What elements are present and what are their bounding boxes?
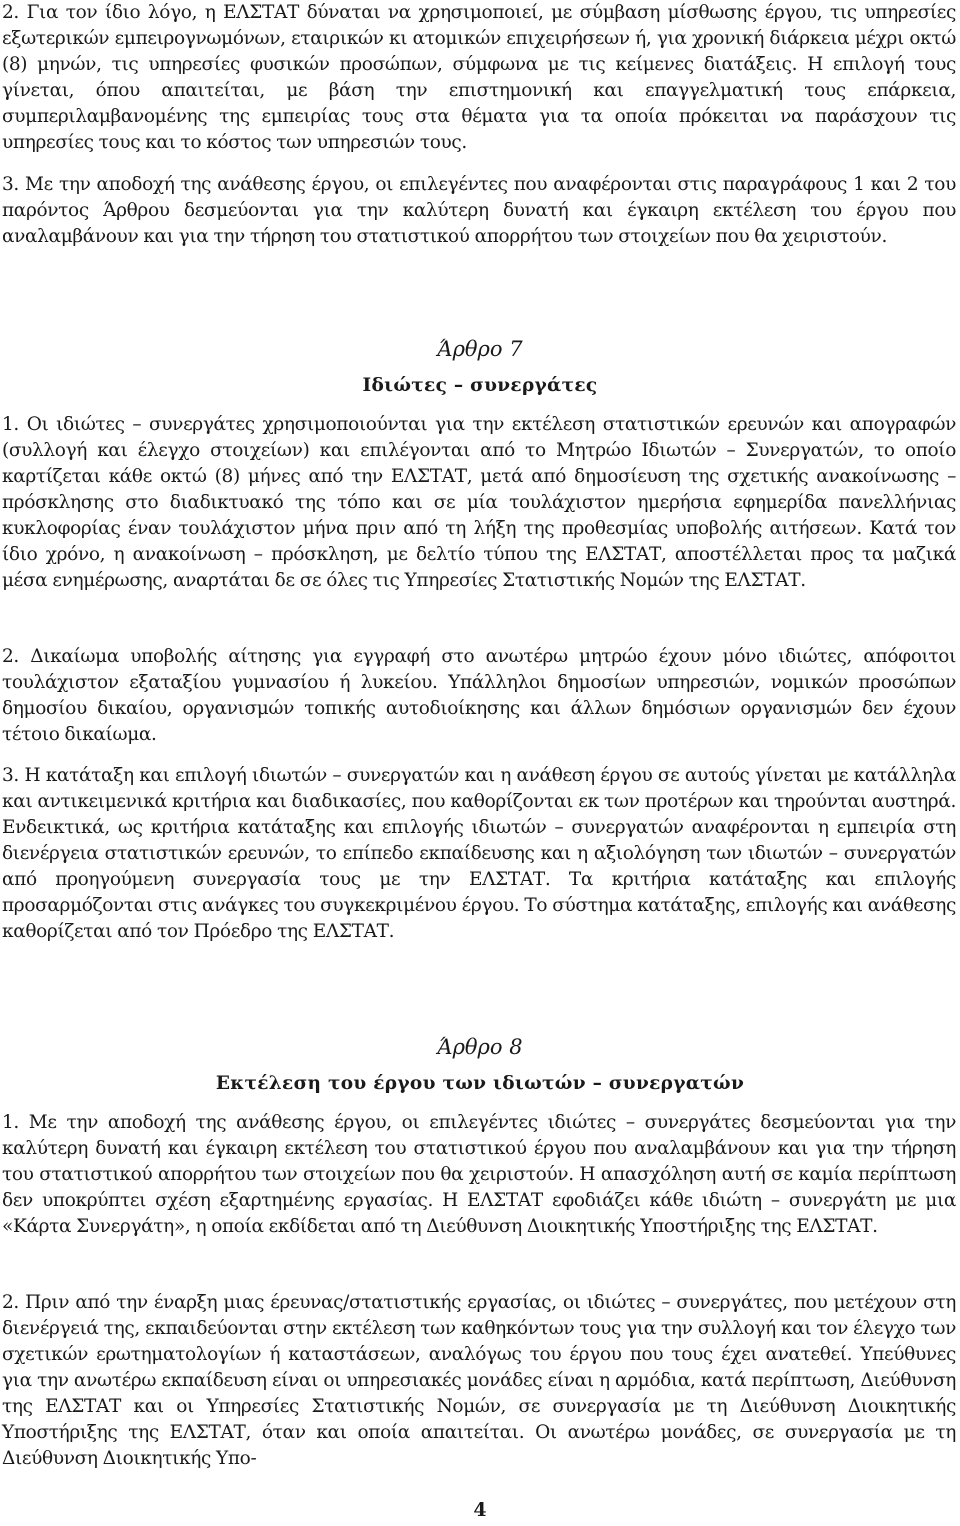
paragraph-art8-2: 2. Πριν από την έναρξη μιας έρευνας/στατιστικής εργασίας, οι ιδιώτες – συνεργάτες, που μετέχουν στη διενέργειά της, εκπαιδεύονται στην εκτέλεση των καθηκόντων τους για την συλλογή και τον έλεγχο των σχετικών ερωτηματολογίων ή καταστάσεων, αναλόγως του έργου που τους έχει ανατεθεί. Υπεύθυνες για την ανωτέρω εκπαίδευση είναι οι υπηρεσιακές μονάδες είναι η αρμόδια, κατά περίπτωση, Διεύθυνση της ΕΛΣΤΑΤ και οι Υπηρεσίες Στατιστικής Νομών, σε συνεργασία με τη Διεύθυνση Διοικητικής Υποστήριξης της ΕΛΣΤΑΤ, όταν και οπoία απαιτείται. Οι ανωτέρω μονάδες, σε συνεργασία με τη Διεύθυνση Διοικητικής Υπο- <box>2 1292 956 1469</box>
article-8-number: Άρθρο 8 <box>437 1035 523 1059</box>
article-7-title: Ιδιώτες – συνεργάτες <box>362 375 598 396</box>
paragraph-art7-2: 2. Δικαίωμα υποβολής αίτησης για εγγραφή στο ανωτέρω μητρώο έχουν μόνο ιδιώτες, απόφοιτοι τουλάχιστον εξαταξίου γυμνασίου ή λυκείου. Υπάλληλοι δημοσίων υπηρεσιών, νομικών προσώπων δημοσίου δικαίου, οργανισμών τοπικής αυτοδιοίκησης και άλλων δημόσιων οργανισμών δεν έχουν τέτοιο δικαίωμα. <box>2 646 956 745</box>
paragraph-art6-2: 2. Για τον ίδιο λόγο, η ΕΛΣΤΑΤ δύναται να χρησιμοποιεί, με σύμβαση μίσθωσης έργου, τις υπηρεσίες εξωτερικών εμπειρογνωμόνων, εταιρικών κι ατομικών επιχειρήσεων ή, για χρονική διάρκεια μέχρι οκτώ (8) μηνών, τις υπηρεσίες φυσικών προσώπων, σύμφωνα με τις κείμενες διατάξεις. Η επιλογή τους γίνεται, όπου απαιτείται, με βάση την επιστημονική και επαγγελματική τους επάρκεια, συμπεριλαμβανομένης της εμπειρίας τους στα θέματα για τα οποία πρόκειται να παράσχουν τις υπηρεσίες τους και το κόστος των υπηρεσιών τους. <box>2 2 956 153</box>
article-8-title: Εκτέλεση του έργου των ιδιωτών – συνεργατών <box>215 1073 745 1094</box>
paragraph-art8-1: 1. Με την αποδοχή της ανάθεσης έργου, οι επιλεγέντες ιδιώτες – συνεργάτες δεσμεύονται για την καλύτερη δυνατή και έγκαιρη εκτέλεση του στατιστικού έργου που αναλαμβάνουν και για την τήρηση του στατιστικού απορρήτου των στοιχείων που θα χειριστούν. Η απασχόληση αυτή σε καμία περίπτωση δεν υποκρύπτει σχέση εξαρτημένης εργασίας. Η ΕΛΣΤΑΤ εφοδιάζει κάθε ιδιώτη – συνεργάτη με μια «Κάρτα Συνεργάτη», η οποία εκδίδεται από τη Διεύθυνση Διοικητικής Υποστήριξης της ΕΛΣΤΑΤ. <box>2 1112 956 1237</box>
paragraph-art7-1: 1. Οι ιδιώτες – συνεργάτες χρησιμοποιούνται για την εκτέλεση στατιστικών ερευνών και απογραφών (συλλογή και έλεγχο στοιχείων) και επιλέγονται από το Μητρώο Ιδιωτών – Συνεργατών, το οποίο καρτίζεται κάθε οκτώ (8) μήνες από την ΕΛΣΤΑΤ, μετά από δημοσίευση της σχετικής ανακοίνωσης – πρόσκλησης στο διαδικτυακό της τόπο και σε μία τουλάχιστον ημερήσια εφημερίδα πανελλήνιας κυκλοφορίας έναν τουλάχιστον μήνα πριν από τη λήξη της προθεσμίας υποβολής αιτήσεων. Κατά τον ίδιο χρόνο, η ανακοίνωση – πρόσκληση, με δελτίο τύπου της ΕΛΣΤΑΤ, αποστέλλεται προς τα μαζικά μέσα ενημέρωσης, αναρτάται δε σε όλες τις Υπηρεσίες Στατιστικής Νομών της ΕΛΣΤΑΤ. <box>2 414 956 591</box>
paragraph-art7-3: 3. Η κατάταξη και επιλογή ιδιωτών – συνεργατών και η ανάθεση έργου σε αυτούς γίνεται με κατάλληλα και αντικειμενικά κριτήρια και διαδικασίες, που καθορίζονται εκ των προτέρων και τηρούνται αυστηρά. Ενδεικτικά, ως κριτήρια κατάταξης και επιλογής ιδιωτών – συνεργατών αναφέρονται η εμπειρία στη διενέργεια στατιστικών ερευνών, το επίπεδο εκπαίδευσης και η αξιολόγηση των ιδιωτών – συνεργατών από προηγούμενη συνεργασία τους με την ΕΛΣΤΑΤ. Τα κριτήρια κατάταξης και επιλογής προσαρμόζονται στις ανάγκες του συγκεκριμένου έργου. Το σύστημα κατάταξης, επιλογής και ανάθεσης καθορίζεται από τον Πρόεδρο της ΕΛΣΤΑΤ. <box>2 765 956 942</box>
page-number: 4 <box>473 1499 487 1521</box>
article-7-number: Άρθρο 7 <box>437 337 523 361</box>
paragraph-art6-3: 3. Με την αποδοχή της ανάθεσης έργου, οι επιλεγέντες που αναφέρονται στις παραγράφους 1 και 2 του παρόντος Άρθρου δεσμεύονται για την καλύτερη δυνατή και έγκαιρη εκτέλεση του έργου που αναλαμβάνουν και για την τήρηση του στατιστικού απορρήτου των στοιχείων που θα χειριστούν. <box>2 174 956 247</box>
